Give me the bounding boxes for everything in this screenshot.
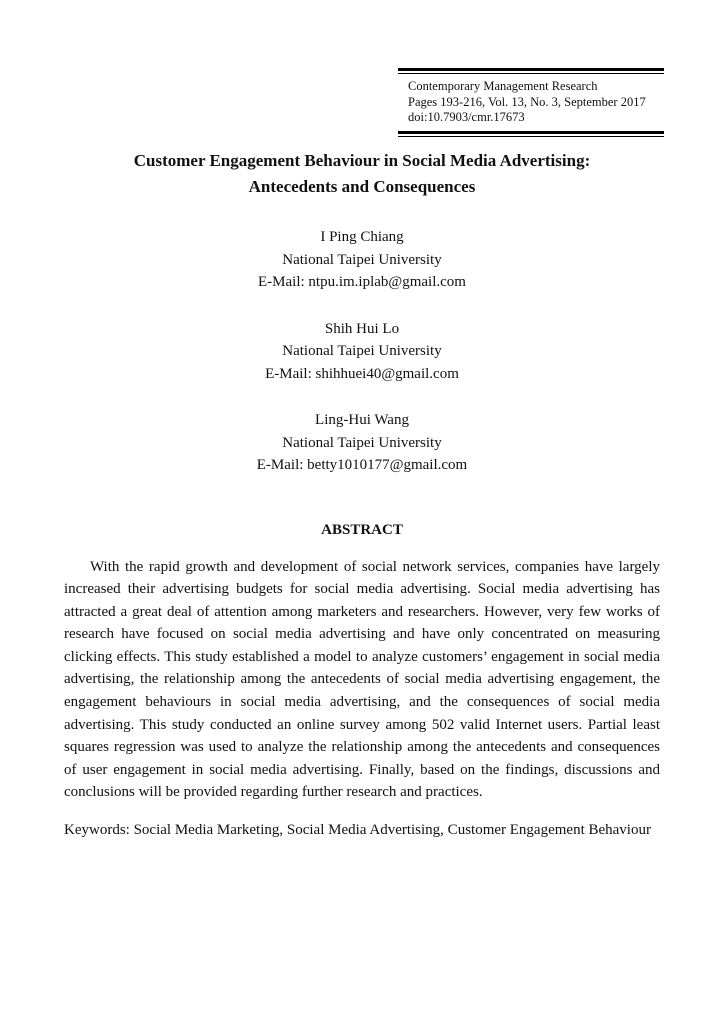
keywords-line xyxy=(64,819,660,842)
header-rule-bottom-thick xyxy=(398,131,664,134)
keywords-label: Keywords: xyxy=(64,822,130,839)
journal-header-box xyxy=(398,68,664,137)
author-affiliation: National Taipei University xyxy=(282,343,442,359)
author-block-3 xyxy=(64,409,660,477)
abstract-text: With the rapid growth and development of social network services, companies have largely increased their advertising budgets for social media advertising. Social media advertising has attracted a great deal of attention among marketers and researchers. However, very few works of research have focused on social media advertising and have only concentrated on measuring clicking effects. This study established a model to analyze customers’ engagement in social media advertising, the relationship among the antecedents of social media advertising engagement, the engagement behaviours in social media advertising, and the consequences of social media advertising. This study conducted an online survey among 502 valid Internet users. Partial least squares regression was used to analyze the relationship among the antecedents and consequences of user engagement in social media advertising. Finally, based on the findings, discussions and conclusions will be provided regarding further research and practices. xyxy=(64,558,660,801)
author-affiliation: National Taipei University xyxy=(282,251,442,268)
author-block-1 xyxy=(64,226,660,294)
author-email: E-Mail: ntpu.im.iplab@gmail.com xyxy=(258,274,466,290)
journal-doi: doi:10.7903/cmr.17673 xyxy=(408,110,525,124)
abstract-heading: ABSTRACT xyxy=(321,521,403,538)
author-name: Ling-Hui Wang xyxy=(315,412,409,428)
keywords-text: Social Media Marketing, Social Media Advertising, Customer Engagement Behaviour xyxy=(133,822,651,839)
article-content xyxy=(64,148,660,842)
article-title-line1: Customer Engagement Behaviour in Social Media Advertising: xyxy=(133,151,591,170)
journal-issue: Pages 193-216, Vol. 13, No. 3, September 2017 xyxy=(408,94,646,109)
journal-name: Contemporary Management Research xyxy=(408,79,598,93)
author-name: I Ping Chiang xyxy=(320,229,404,245)
header-rule-top-thick xyxy=(398,68,664,71)
article-title xyxy=(64,148,660,200)
author-email: E-Mail: shihhuei40@gmail.com xyxy=(265,365,459,382)
author-name: Shih Hui Lo xyxy=(324,320,400,337)
author-email: E-Mail: betty1010177@gmail.com xyxy=(256,457,468,473)
article-title-line2: Antecedents and Consequences xyxy=(248,177,476,196)
header-rule-bottom-thin xyxy=(398,136,664,137)
author-affiliation: National Taipei University xyxy=(282,434,442,451)
author-block-2 xyxy=(64,318,660,386)
